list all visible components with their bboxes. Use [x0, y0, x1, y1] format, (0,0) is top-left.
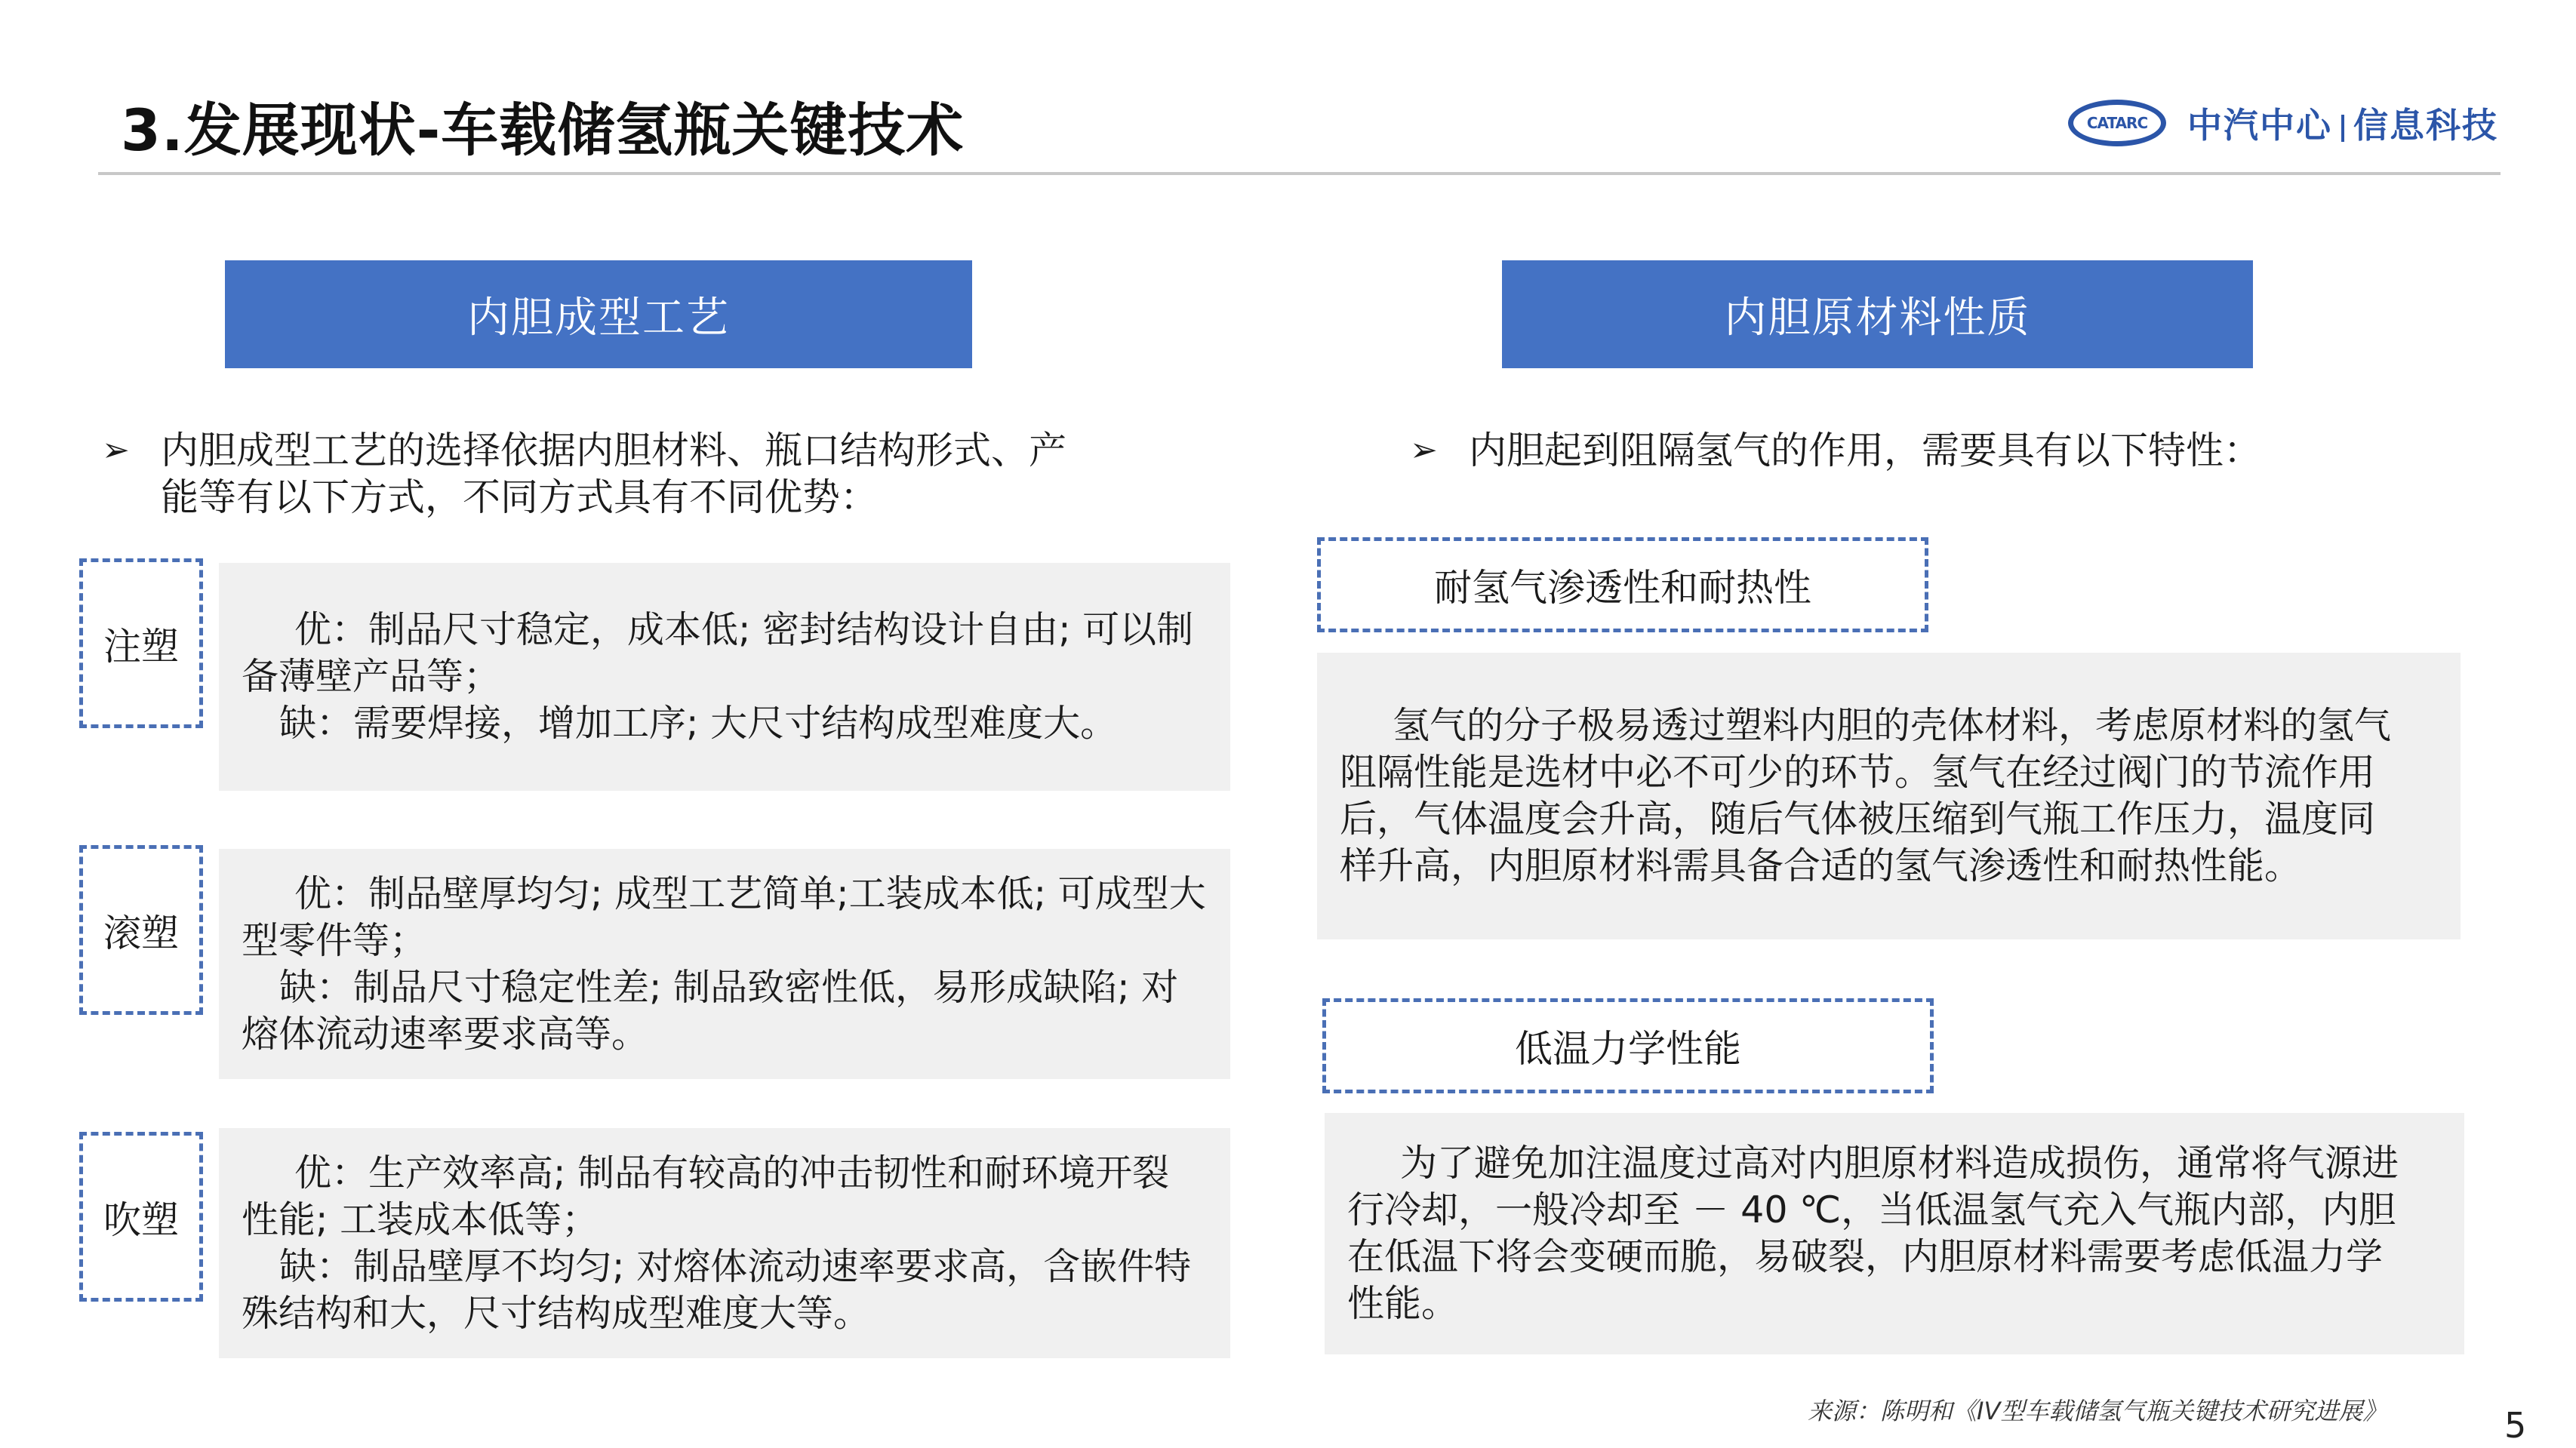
- right-intro-text: 内胆起到阻隔氢气的作用，需要具有以下特性：: [1469, 429, 2261, 472]
- desc-line: 在低温下将会变硬而脆，易破裂，内胆原材料需要考虑低温力学: [1347, 1235, 2384, 1278]
- desc-line: 行冷却，一般冷却至 － 40 ℃，当低温氢气充入气瓶内部，内胆: [1347, 1188, 2396, 1231]
- right-intro-bullet: [1410, 427, 2391, 474]
- arrow-bullet-icon: ➢: [102, 431, 130, 469]
- header-divider: [98, 172, 2501, 175]
- property-desc-permeation: [1317, 653, 2461, 939]
- cons-line: 缺：制品尺寸稳定性差; 制品致密性低，易形成缺陷; 对: [279, 965, 1179, 1009]
- pros-line: 优：制品尺寸稳定，成本低; 密封结构设计自由; 可以制: [294, 608, 1194, 651]
- desc-line: 阻隔性能是选材中必不可少的环节。氢气在经过阀门的节流作用: [1340, 751, 2376, 794]
- logo-text: [2187, 98, 2498, 148]
- cons-line: 缺：需要焊接，增加工序; 大尺寸结构成型难度大。: [279, 702, 1118, 745]
- logo-org: 中汽中心: [2187, 105, 2332, 146]
- page-number: 5: [2504, 1405, 2527, 1446]
- logo-separator: [2341, 115, 2344, 142]
- pros-line: 优：制品壁厚均匀; 成型工艺简单;工装成本低; 可成型大: [294, 872, 1206, 915]
- pros-line-cont: 性能; 工装成本低等；: [242, 1197, 599, 1241]
- pros-line-cont: 备薄壁产品等；: [242, 655, 501, 698]
- desc-line: 性能。: [1347, 1282, 1459, 1325]
- pros-line-cont: 型零件等；: [242, 918, 427, 962]
- property-label-permeation: 耐氢气渗透性和耐热性: [1317, 537, 1928, 632]
- left-intro-line1: 内胆成型工艺的选择依据内胆材料、瓶口结构形式、产: [161, 429, 1066, 472]
- catarc-emblem-icon: CATARC: [2068, 100, 2166, 146]
- cons-line: 缺：制品壁厚不均匀; 对熔体流动速率要求高，含嵌件特: [279, 1244, 1192, 1288]
- method-label-injection: 注塑: [79, 558, 203, 728]
- right-section-header: 内胆原材料性质: [1502, 260, 2253, 368]
- desc-line: 氢气的分子极易透过塑料内胆的壳体材料，考虑原材料的氢气: [1393, 704, 2392, 747]
- property-label-low-temp: 低温力学性能: [1322, 998, 1934, 1093]
- method-label-blow: 吹塑: [79, 1132, 203, 1302]
- source-citation: 来源：陈明和《IV型车载储氢气瓶关键技术研究进展》: [1808, 1397, 2387, 1425]
- property-desc-low-temp: [1325, 1113, 2464, 1354]
- arrow-bullet-icon: ➢: [1410, 431, 1438, 469]
- logo-division: 信息科技: [2353, 105, 2498, 146]
- left-intro-line2: 能等有以下方式，不同方式具有不同优势：: [161, 475, 878, 519]
- pros-line: 优：生产效率高; 制品有较高的冲击韧性和耐环境开裂: [294, 1151, 1170, 1194]
- method-desc-rotational: [219, 849, 1230, 1079]
- method-desc-injection: [219, 563, 1230, 791]
- desc-line: 为了避免加注温度过高对内胆原材料造成损伤，通常将气源进: [1400, 1142, 2399, 1185]
- left-section-header: 内胆成型工艺: [225, 260, 972, 368]
- left-intro-bullet: [102, 427, 1083, 521]
- desc-line: 样升高，内胆原材料需具备合适的氢气渗透性和耐热性能。: [1340, 844, 2302, 887]
- cons-line-cont: 殊结构和大，尺寸结构成型难度大等。: [242, 1291, 871, 1335]
- method-label-rotational: 滚塑: [79, 845, 203, 1015]
- method-desc-blow: [219, 1128, 1230, 1358]
- slide-title: 3.发展现状-车载储氢瓶关键技术: [121, 97, 965, 164]
- cons-line-cont: 熔体流动速率要求高等。: [242, 1012, 649, 1056]
- catarc-logo: [2068, 97, 2498, 149]
- desc-line: 后，气体温度会升高，随后气体被压缩到气瓶工作压力，温度同: [1340, 798, 2376, 841]
